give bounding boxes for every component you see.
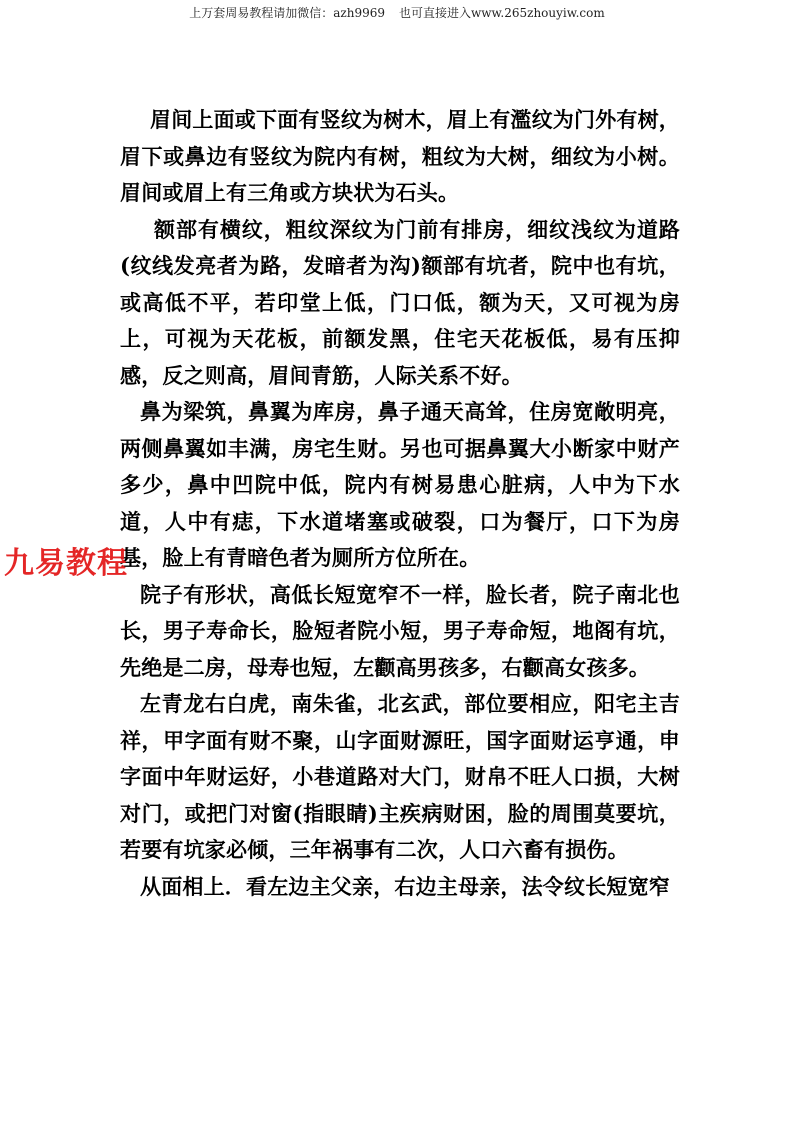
paragraph-parents: 从面相上．看左边主父亲，右边主母亲，法令纹长短宽窄 [140, 873, 670, 899]
document-body [120, 102, 680, 905]
paragraph-eyebrows: 眉间上面或下面有竖纹为树木，眉上有濫纹为门外有树，眉下或鼻边有竖纹为院内有树，粗纹为大树，细纹为小树。眉间或眉上有三角或方块状为石头。 [120, 107, 680, 205]
header-website-text: 也可直接进入www.265zhouyiw.com [399, 6, 605, 20]
header-wechat-text: 上万套周易教程请加微信：azh9969 [189, 6, 386, 20]
paragraph-nose: 鼻为梁筑，鼻翼为库房，鼻子通天高耸，住房宽敞明亮，两侧鼻翼如丰满，房宅生财。另也可据鼻翼大小断家中财产多少，鼻中凹院中低，院内有树易患心脏病，人中为下水道，人中有痣，下水道堵塞或破裂，口为餐厅，口下为房基，脸上有青暗色者为厕所方位所在。 [120, 399, 680, 570]
page-header [0, 5, 794, 21]
watermark-logo: 九易教程 [4, 546, 128, 581]
paragraph-courtyard: 院子有形状，高低长短宽窄不一样，脸长者，院子南北也长，男子寿命长，脸短者院小短，男子寿命短，地阁有坑，先绝是二房，母寿也短，左颧高男孩多，右颧高女孩多。 [120, 581, 680, 680]
paragraph-forehead: 额部有横纹，粗纹深纹为门前有排房，细纹浅纹为道路(纹线发亮者为路，发暗者为沟)额部有坑者，院中也有坑，或高低不平，若印堂上低，门口低，额为天，又可视为房上，可视为天花板，前额发黑，住宅天花板低，易有压抑感，反之则高，眉间青筋，人际关系不好。 [120, 216, 680, 388]
paragraph-four-directions: 左青龙右白虎，南朱雀，北玄武，部位要相应，阳宅主吉祥，甲字面有财不聚，山字面财源旺，国字面财运亨通，申字面中年财运好，小巷道路对大门，财帛不旺人口损，大树对门，或把门对窗(指眼睛)主疾病财困，脸的周围莫要坑，若要有坑家必倾，三年祸事有二次，人口六畜有损伤。 [120, 691, 680, 862]
